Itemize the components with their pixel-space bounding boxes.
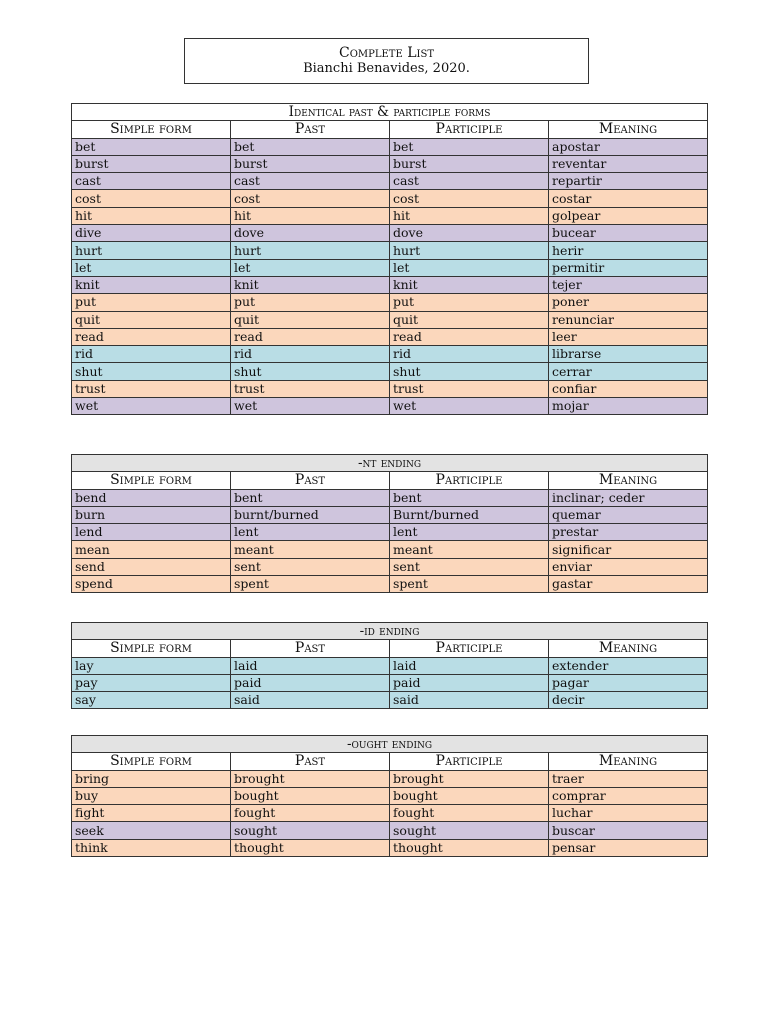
cell-simple: seek [72,822,231,839]
table-row [72,839,708,856]
cell-participle: paid [390,674,549,691]
cell-past: bet [231,138,390,155]
table-row [72,155,708,172]
cell-past: knit [231,276,390,293]
cell-meaning: comprar [549,787,708,804]
cell-participle: quit [390,311,549,328]
table-row [72,311,708,328]
cell-past: brought [231,770,390,787]
cell-participle: lent [390,524,549,541]
cell-past: sent [231,558,390,575]
cell-meaning: gastar [549,576,708,593]
cell-simple: wet [72,398,231,415]
cell-simple: send [72,558,231,575]
cell-past: wet [231,398,390,415]
table-row [72,225,708,242]
column-header-meaning: Meaning [549,472,708,489]
table-row [72,328,708,345]
cell-participle: bought [390,787,549,804]
cell-past: read [231,328,390,345]
cell-participle: read [390,328,549,345]
title-box [184,38,589,84]
cell-meaning: renunciar [549,311,708,328]
table-row [72,138,708,155]
table-row [72,558,708,575]
table-row [72,207,708,224]
cell-simple: bet [72,138,231,155]
table-row [72,259,708,276]
table-row [72,657,708,674]
cell-past: fought [231,805,390,822]
cell-meaning: mojar [549,398,708,415]
cell-participle: dove [390,225,549,242]
cell-participle: hit [390,207,549,224]
cell-meaning: pagar [549,674,708,691]
cell-participle: sought [390,822,549,839]
cell-simple: dive [72,225,231,242]
cell-meaning: significar [549,541,708,558]
cell-meaning: traer [549,770,708,787]
cell-past: burnt/burned [231,506,390,523]
cell-past: let [231,259,390,276]
cell-meaning: extender [549,657,708,674]
cell-participle: meant [390,541,549,558]
column-header-meaning: Meaning [549,640,708,657]
column-header-meaning: Meaning [549,121,708,138]
cell-past: trust [231,380,390,397]
column-header-past: Past [231,121,390,138]
table-caption-row [72,455,708,472]
cell-simple: lend [72,524,231,541]
cell-participle: shut [390,363,549,380]
table-row [72,787,708,804]
table-header-row [72,472,708,489]
cell-participle: brought [390,770,549,787]
column-header-past: Past [231,472,390,489]
cell-past: thought [231,839,390,856]
cell-meaning: apostar [549,138,708,155]
table-row [72,524,708,541]
cell-simple: bring [72,770,231,787]
cell-simple: shut [72,363,231,380]
cell-past: burst [231,155,390,172]
column-header-simple: Simple form [72,472,231,489]
cell-past: cast [231,173,390,190]
cell-simple: hurt [72,242,231,259]
cell-participle: sent [390,558,549,575]
cell-meaning: costar [549,190,708,207]
table-row [72,770,708,787]
cell-participle: spent [390,576,549,593]
verb-section [71,735,707,857]
cell-participle: bent [390,489,549,506]
cell-participle: laid [390,657,549,674]
page-subtitle: Bianchi Benavides, 2020. [303,61,470,76]
cell-simple: say [72,692,231,709]
cell-past: bent [231,489,390,506]
cell-participle: rid [390,346,549,363]
verb-table [71,622,708,709]
cell-simple: mean [72,541,231,558]
column-header-simple: Simple form [72,640,231,657]
cell-meaning: confiar [549,380,708,397]
cell-participle: let [390,259,549,276]
cell-past: spent [231,576,390,593]
cell-simple: spend [72,576,231,593]
cell-participle: fought [390,805,549,822]
cell-meaning: librarse [549,346,708,363]
cell-meaning: repartir [549,173,708,190]
cell-simple: burst [72,155,231,172]
column-header-simple: Simple form [72,121,231,138]
table-row [72,242,708,259]
table-caption: -id ending [72,623,708,640]
table-row [72,541,708,558]
table-row [72,489,708,506]
table-row [72,674,708,691]
cell-meaning: quemar [549,506,708,523]
cell-past: paid [231,674,390,691]
cell-past: rid [231,346,390,363]
table-row [72,576,708,593]
cell-meaning: golpear [549,207,708,224]
verb-table [71,103,708,415]
cell-participle: Burnt/burned [390,506,549,523]
verb-section [71,454,707,593]
verb-section [71,622,707,709]
cell-meaning: prestar [549,524,708,541]
cell-participle: burst [390,155,549,172]
cell-meaning: reventar [549,155,708,172]
column-header-past: Past [231,640,390,657]
column-header-participle: Participle [390,753,549,770]
cell-participle: cost [390,190,549,207]
cell-participle: hurt [390,242,549,259]
column-header-simple: Simple form [72,753,231,770]
cell-meaning: pensar [549,839,708,856]
cell-simple: hit [72,207,231,224]
cell-simple: put [72,294,231,311]
verb-section [71,103,707,415]
cell-participle: bet [390,138,549,155]
cell-meaning: poner [549,294,708,311]
cell-meaning: decir [549,692,708,709]
table-row [72,294,708,311]
cell-simple: cast [72,173,231,190]
table-caption: -nt ending [72,455,708,472]
table-row [72,692,708,709]
table-caption: -ought ending [72,736,708,753]
table-caption-row [72,736,708,753]
cell-past: lent [231,524,390,541]
cell-past: dove [231,225,390,242]
table-row [72,173,708,190]
column-header-past: Past [231,753,390,770]
cell-past: said [231,692,390,709]
table-header-row [72,753,708,770]
table-row [72,506,708,523]
verb-table [71,735,708,857]
table-row [72,398,708,415]
cell-past: cost [231,190,390,207]
page-title: Complete List [338,45,434,61]
cell-meaning: luchar [549,805,708,822]
cell-simple: trust [72,380,231,397]
table-row [72,380,708,397]
cell-past: shut [231,363,390,380]
table-row [72,276,708,293]
cell-meaning: permitir [549,259,708,276]
cell-simple: pay [72,674,231,691]
cell-past: quit [231,311,390,328]
cell-participle: trust [390,380,549,397]
table-row [72,363,708,380]
cell-simple: fight [72,805,231,822]
cell-meaning: cerrar [549,363,708,380]
cell-past: put [231,294,390,311]
cell-simple: knit [72,276,231,293]
cell-participle: said [390,692,549,709]
table-row [72,822,708,839]
cell-past: meant [231,541,390,558]
cell-past: sought [231,822,390,839]
column-header-meaning: Meaning [549,753,708,770]
cell-simple: think [72,839,231,856]
verb-table [71,454,708,593]
cell-meaning: enviar [549,558,708,575]
cell-meaning: tejer [549,276,708,293]
cell-meaning: buscar [549,822,708,839]
cell-meaning: bucear [549,225,708,242]
cell-simple: read [72,328,231,345]
table-row [72,190,708,207]
cell-meaning: inclinar; ceder [549,489,708,506]
cell-past: hurt [231,242,390,259]
cell-participle: thought [390,839,549,856]
table-caption-row [72,623,708,640]
cell-meaning: herir [549,242,708,259]
table-row [72,346,708,363]
table-header-row [72,121,708,138]
cell-simple: let [72,259,231,276]
column-header-participle: Participle [390,121,549,138]
table-header-row [72,640,708,657]
cell-simple: bend [72,489,231,506]
cell-participle: knit [390,276,549,293]
cell-participle: cast [390,173,549,190]
cell-simple: rid [72,346,231,363]
cell-participle: put [390,294,549,311]
column-header-participle: Participle [390,640,549,657]
cell-past: hit [231,207,390,224]
cell-simple: cost [72,190,231,207]
table-caption-row [72,104,708,121]
column-header-participle: Participle [390,472,549,489]
cell-simple: buy [72,787,231,804]
cell-past: laid [231,657,390,674]
cell-past: bought [231,787,390,804]
table-caption: Identical past & participle forms [72,104,708,121]
table-row [72,805,708,822]
cell-simple: burn [72,506,231,523]
cell-simple: quit [72,311,231,328]
cell-simple: lay [72,657,231,674]
cell-participle: wet [390,398,549,415]
cell-meaning: leer [549,328,708,345]
